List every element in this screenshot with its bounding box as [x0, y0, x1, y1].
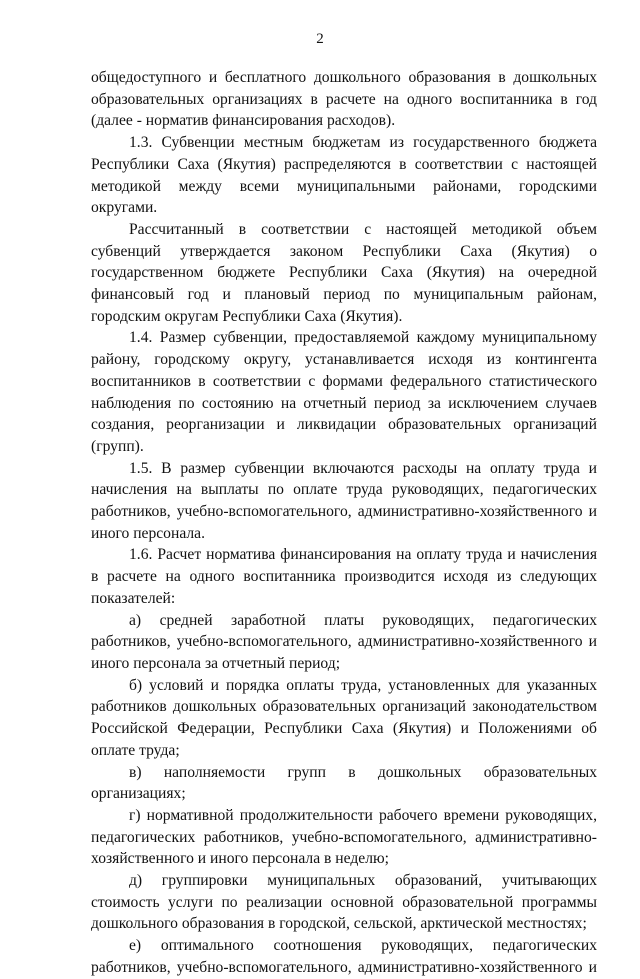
document-body	[91, 67, 597, 979]
paragraph: 1.6. Расчет норматива финансирования на оплату труда и начисления в расчете на одного воспитанника производится исходя из следующих показателей:	[91, 546, 597, 607]
paragraph: а) средней заработной платы руководящих, педагогических работников, учебно-вспомогательного, административно-хозяйственного и иного персонала за отчетный период;	[91, 611, 597, 672]
paragraph: в) наполняемости групп в дошкольных образовательных организациях;	[91, 763, 597, 803]
paragraph: 1.5. В размер субвенции включаются расходы на оплату труда и начисления на выплаты по оплате труда руководящих, педагогических работников, учебно-вспомогательного, административно-хозяйственного и иного персонала.	[91, 459, 597, 542]
paragraph: общедоступного и бесплатного дошкольного образования в дошкольных образовательных организациях в расчете на одного воспитанника в год (далее - норматив финансирования расходов).	[91, 69, 597, 130]
paragraph: г) нормативной продолжительности рабочего времени руководящих, педагогических работников, учебно-вспомогательного, административно-хозяйственного и иного персонала в неделю;	[91, 806, 597, 868]
page-number: 2	[316, 31, 324, 47]
paragraph: 1.4. Размер субвенции, предоставляемой каждому муниципальному району, городскому округу, устанавливается исходя из контингента воспитанников в соответствии с формами федерального статистического наблюдения по состоянию на отчетный период за исключением случаев создания, реорганизации и ликвидации образовательных организаций (групп).	[91, 329, 597, 455]
paragraph: е) оптимального соотношения руководящих, педагогических работников, учебно-вспомогательного, административно-хозяйственного и	[91, 937, 597, 976]
paragraph: 1.3. Субвенции местным бюджетам из государственного бюджета Республики Саха (Якутия) распределяются в соответствии с настоящей методикой между всеми муниципальными районами, городскими округами.	[91, 134, 597, 217]
paragraph: Рассчитанный в соответствии с настоящей методикой объем субвенций утверждается законом Республики Саха (Якутия) о государственном бюджете Республики Саха (Якутия) на очередной финансовый год и плановый период по муниципальным районам, городским округам Республики Саха (Якутия).	[91, 220, 597, 325]
paragraph: б) условий и порядка оплаты труда, установленных для указанных работников дошкольных образовательных организаций законодательством Российской Федерации, Республики Саха (Якутия) и Положениями об оплате труда;	[91, 676, 597, 759]
paragraph: д) группировки муниципальных образований, учитывающих стоимость услуги по реализации основной образовательной программы дошкольного образования в городской, сельской, арктической местностях;	[91, 872, 597, 933]
